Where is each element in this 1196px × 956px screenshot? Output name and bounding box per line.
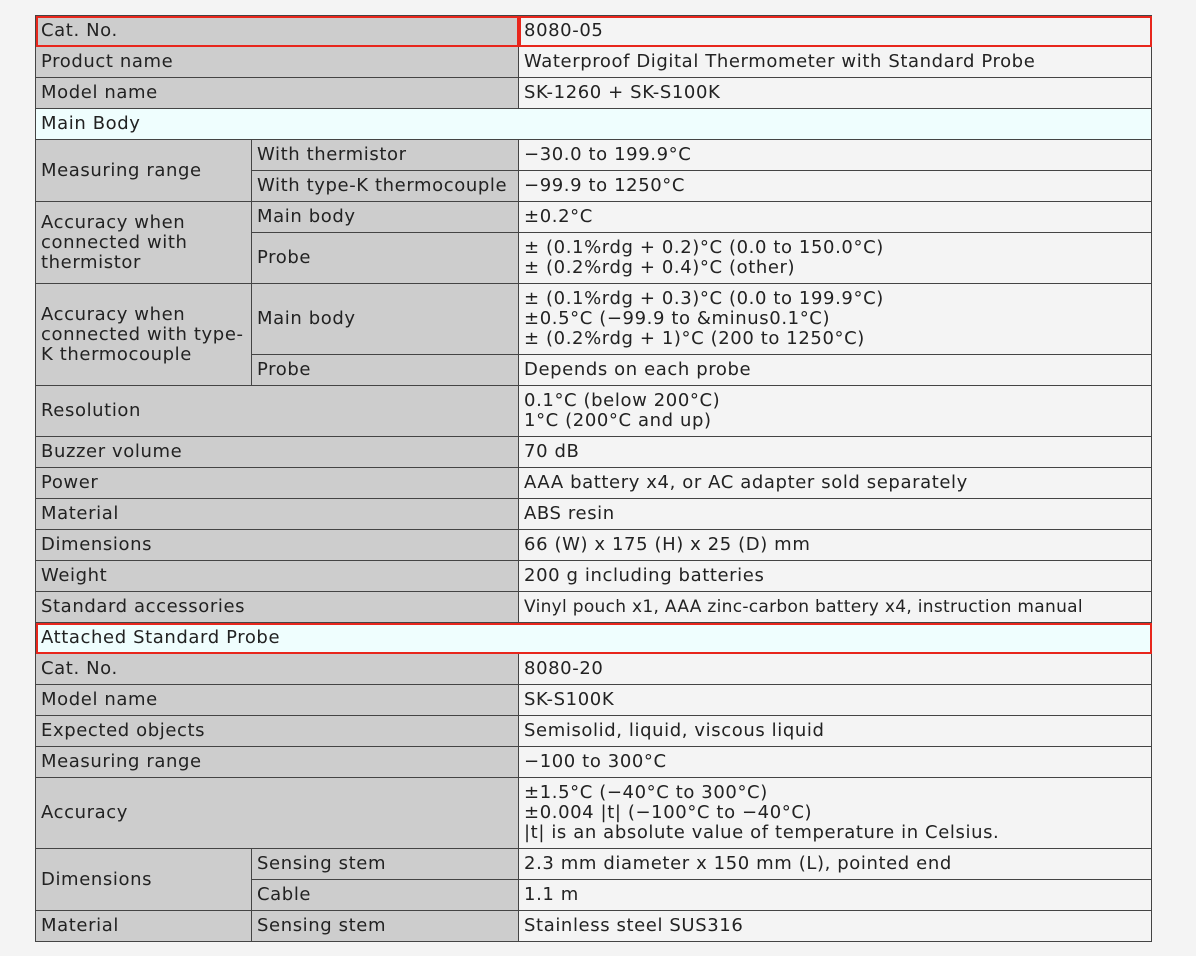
probe-accuracy-value — [519, 778, 1152, 849]
table-row-accessories — [36, 592, 1152, 623]
table-row-expected-objects — [36, 716, 1152, 747]
resolution-value — [519, 386, 1152, 437]
value-line: ± (0.2%rdg + 1)°C (200 to 1250°C) — [524, 328, 865, 349]
dimensions-value: 66 (W) x 175 (H) x 25 (D) mm — [519, 530, 1152, 561]
material-value: ABS resin — [519, 499, 1152, 530]
accuracy-thermistor-main-body-label: Main body — [252, 202, 519, 233]
value-line: ±0.004 |t| (−100°C to −40°C) — [524, 802, 813, 823]
table-row-dimensions — [36, 530, 1152, 561]
value-line: |t| is an absolute value of temperature in Celsius. — [524, 822, 1000, 843]
cat-no-value: 8080-05 — [519, 16, 1152, 47]
cat-no-label: Cat. No. — [36, 16, 519, 47]
accessories-value: Vinyl pouch x1, AAA zinc-carbon battery x4, instruction manual — [519, 592, 1152, 623]
probe-measuring-range-value: −100 to 300°C — [519, 747, 1152, 778]
probe-material-stem-value: Stainless steel SUS316 — [519, 911, 1152, 942]
probe-accuracy-label: Accuracy — [36, 778, 519, 849]
table-row-probe-material — [36, 911, 1152, 942]
value-line: ± (0.2%rdg + 0.4)°C (other) — [524, 257, 796, 278]
value-line: 1°C (200°C and up) — [524, 410, 712, 431]
table-row-product-name — [36, 47, 1152, 78]
value-line: ± (0.1%rdg + 0.2)°C (0.0 to 150.0°C) — [524, 237, 884, 258]
table-row-probe-cat-no — [36, 654, 1152, 685]
probe-material-label: Material — [36, 911, 252, 942]
accuracy-thermistor-probe-value — [519, 233, 1152, 284]
accuracy-typek-main-body-label: Main body — [252, 284, 519, 355]
table-row-cat-no — [36, 16, 1152, 47]
expected-objects-label: Expected objects — [36, 716, 519, 747]
dimensions-label: Dimensions — [36, 530, 519, 561]
expected-objects-value: Semisolid, liquid, viscous liquid — [519, 716, 1152, 747]
table-row-material — [36, 499, 1152, 530]
value-line: ± (0.1%rdg + 0.3)°C (0.0 to 199.9°C) — [524, 288, 884, 309]
value-line: ±0.5°C (−99.9 to &minus0.1°C) — [524, 308, 831, 329]
spec-table — [35, 15, 1152, 942]
buzzer-label: Buzzer volume — [36, 437, 519, 468]
material-label: Material — [36, 499, 519, 530]
probe-dimensions-label: Dimensions — [36, 849, 252, 911]
accuracy-typek-main-body-value — [519, 284, 1152, 355]
product-name-value: Waterproof Digital Thermometer with Standard Probe — [519, 47, 1152, 78]
table-row-probe-accuracy — [36, 778, 1152, 849]
section-header-probe — [36, 623, 1152, 654]
with-thermistor-value: −30.0 to 199.9°C — [519, 140, 1152, 171]
table-row-buzzer — [36, 437, 1152, 468]
accuracy-typek-probe-value: Depends on each probe — [519, 355, 1152, 386]
probe-dimensions-cable-label: Cable — [252, 880, 519, 911]
main-body-section-title: Main Body — [36, 109, 1152, 140]
table-row-probe-dimensions-stem — [36, 849, 1152, 880]
probe-dimensions-stem-value: 2.3 mm diameter x 150 mm (L), pointed end — [519, 849, 1152, 880]
table-row-power — [36, 468, 1152, 499]
power-value: AAA battery x4, or AC adapter sold separately — [519, 468, 1152, 499]
table-row-model-name — [36, 78, 1152, 109]
table-row-accuracy-thermistor-main — [36, 202, 1152, 233]
table-row-resolution — [36, 386, 1152, 437]
probe-dimensions-cable-value: 1.1 m — [519, 880, 1152, 911]
accuracy-thermistor-probe-label: Probe — [252, 233, 519, 284]
probe-material-stem-label: Sensing stem — [252, 911, 519, 942]
measuring-range-label: Measuring range — [36, 140, 252, 202]
table-row-measuring-range-thermistor — [36, 140, 1152, 171]
accuracy-typek-label: Accuracy when connected with type-K thermocouple — [36, 284, 252, 386]
probe-model-name-value: SK-S100K — [519, 685, 1152, 716]
accessories-label: Standard accessories — [36, 592, 519, 623]
accuracy-typek-probe-label: Probe — [252, 355, 519, 386]
with-thermistor-label: With thermistor — [252, 140, 519, 171]
table-row-probe-model-name — [36, 685, 1152, 716]
table-row-probe-measuring-range — [36, 747, 1152, 778]
resolution-label: Resolution — [36, 386, 519, 437]
probe-model-name-label: Model name — [36, 685, 519, 716]
table-row-weight — [36, 561, 1152, 592]
section-header-main-body — [36, 109, 1152, 140]
probe-cat-no-label: Cat. No. — [36, 654, 519, 685]
accuracy-thermistor-main-body-value: ±0.2°C — [519, 202, 1152, 233]
model-name-value: SK-1260 + SK-S100K — [519, 78, 1152, 109]
probe-measuring-range-label: Measuring range — [36, 747, 519, 778]
probe-section-title: Attached Standard Probe — [36, 623, 1152, 654]
weight-value: 200 g including batteries — [519, 561, 1152, 592]
accuracy-thermistor-label: Accuracy when connected with thermistor — [36, 202, 252, 284]
with-typek-label: With type-K thermocouple — [252, 171, 519, 202]
value-line: ±1.5°C (−40°C to 300°C) — [524, 782, 768, 803]
probe-cat-no-value: 8080-20 — [519, 654, 1152, 685]
buzzer-value: 70 dB — [519, 437, 1152, 468]
table-row-accuracy-typek-main — [36, 284, 1152, 355]
product-name-label: Product name — [36, 47, 519, 78]
weight-label: Weight — [36, 561, 519, 592]
probe-dimensions-stem-label: Sensing stem — [252, 849, 519, 880]
with-typek-value: −99.9 to 1250°C — [519, 171, 1152, 202]
model-name-label: Model name — [36, 78, 519, 109]
value-line: 0.1°C (below 200°C) — [524, 390, 721, 411]
power-label: Power — [36, 468, 519, 499]
